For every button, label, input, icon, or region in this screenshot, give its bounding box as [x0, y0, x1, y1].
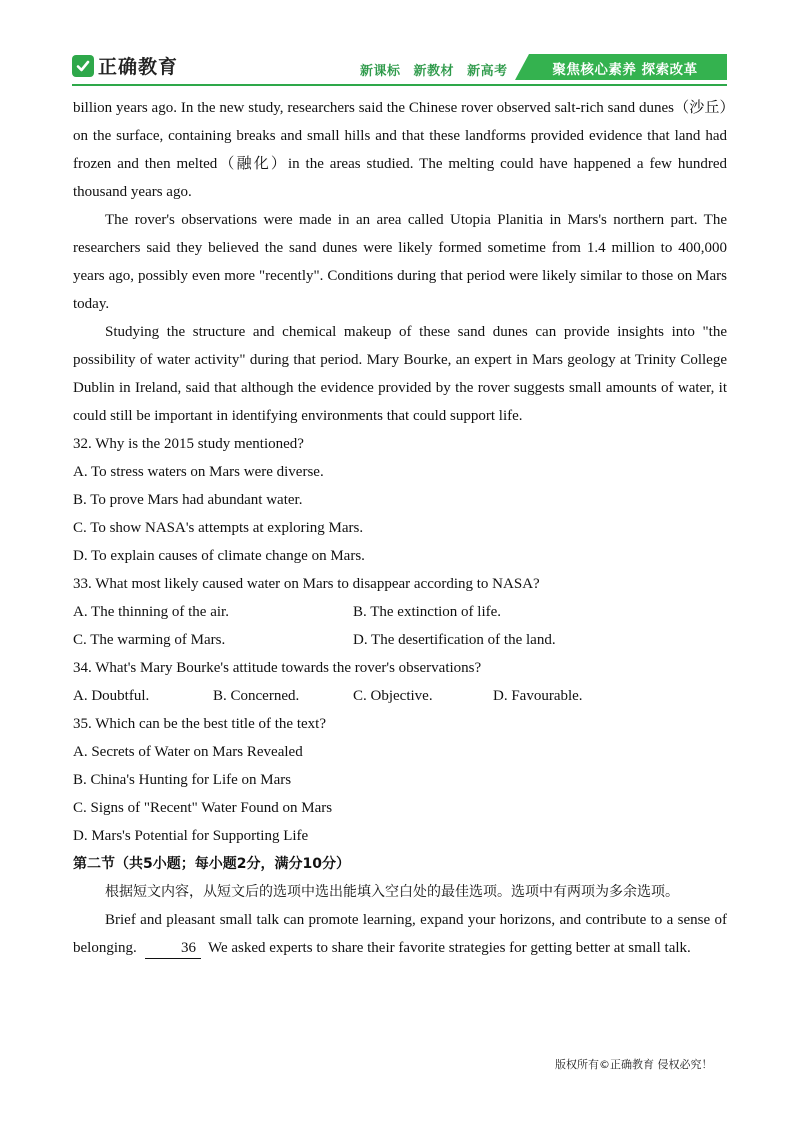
question-35 — [73, 710, 727, 850]
option: D. Mars's Potential for Supporting Life — [73, 828, 309, 844]
brand-logo — [72, 52, 178, 79]
option: B. To prove Mars had abundant water. — [73, 492, 303, 508]
option: B. The extinction of life. — [353, 604, 502, 620]
option: D. The desertification of the land. — [353, 632, 556, 648]
option: A. Doubtful. — [73, 688, 150, 704]
passage-paragraph: Studying the structure and chemical makeup of these sand dunes can provide insights into "the possibility of water activity" during that period. Mary Bourke, an expert in Mars geology at Trinity College Dublin in Ireland, said that although the evidence provided by the rover suggests small amounts of water, it could still be important in identifying environments that could support life. — [73, 324, 727, 424]
copyright-footer: 版权所有©正确教育 侵权必究！ — [555, 1058, 713, 1071]
option: A. To stress waters on Mars were diverse. — [73, 464, 324, 480]
option: B. China's Hunting for Life on Mars — [73, 772, 292, 788]
tagline — [360, 60, 516, 79]
section-heading: 第二节（共5小题；每小题2分，满分10分） — [73, 856, 350, 872]
tagline-item: 新课标 — [360, 64, 401, 79]
brand-name: 正确教育 — [98, 56, 179, 78]
option: C. Objective. — [353, 688, 433, 704]
question-32 — [73, 430, 727, 570]
option-row — [73, 626, 727, 654]
question-33 — [73, 570, 727, 654]
question-34 — [73, 654, 727, 710]
option: D. Favourable. — [493, 688, 583, 704]
question-stem: 34. What's Mary Bourke's attitude towards the rover's observations? — [73, 660, 482, 676]
header-divider — [72, 84, 727, 86]
question-stem: 32. Why is the 2015 study mentioned? — [73, 436, 304, 452]
section-instruction: 根据短文内容，从短文后的选项中选出能填入空白处的最佳选项。选项中有两项为多余选项。 — [105, 884, 679, 900]
blank-36: 36 — [145, 938, 201, 959]
question-stem: 33. What most likely caused water on Mars to disappear according to NASA? — [73, 576, 540, 592]
tagline-item: 新教材 — [413, 64, 455, 79]
check-icon — [72, 55, 94, 77]
banner-text: 聚焦核心素养 探索改革 — [552, 62, 698, 78]
cloze-paragraph — [73, 906, 727, 962]
passage-paragraph: The rover's observations were made in an area called Utopia Planitia in Mars's northern part. The researchers said they believed the sand dunes were likely formed sometime from 1.4 million to 400,000 years ago, possibly even more "recently". Conditions during that period were likely similar to those on Mars today. — [73, 212, 727, 312]
option: D. To explain causes of climate change on Mars. — [73, 548, 365, 564]
option: A. The thinning of the air. — [73, 604, 229, 620]
cloze-text: Brief and pleasant small talk can promote learning, expand your horizons, and contribute to a sense of belonging. — [73, 912, 727, 956]
option-row — [73, 682, 727, 710]
option-row — [73, 598, 727, 626]
option: A. Secrets of Water on Mars Revealed — [73, 744, 303, 760]
page-content — [73, 94, 727, 962]
option: C. The warming of Mars. — [73, 632, 226, 648]
cloze-text: We asked experts to share their favorite strategies for getting better at small talk. — [207, 940, 691, 956]
page-header — [0, 0, 800, 90]
option: B. Concerned. — [213, 688, 300, 704]
tagline-item: 新高考 — [467, 64, 508, 79]
passage-paragraph: billion years ago. In the new study, researchers said the Chinese rover observed salt-rich sand dunes（沙丘）on the surface, containing breaks and small hills and that these landforms provided evidence that land had frozen and then melted（融化）in the areas studied. The melting could have happened a few hundred thousand years ago. — [73, 100, 727, 200]
question-stem: 35. Which can be the best title of the text? — [73, 716, 326, 732]
option: C. Signs of "Recent" Water Found on Mars — [73, 800, 333, 816]
option: C. To show NASA's attempts at exploring Mars. — [73, 520, 364, 536]
